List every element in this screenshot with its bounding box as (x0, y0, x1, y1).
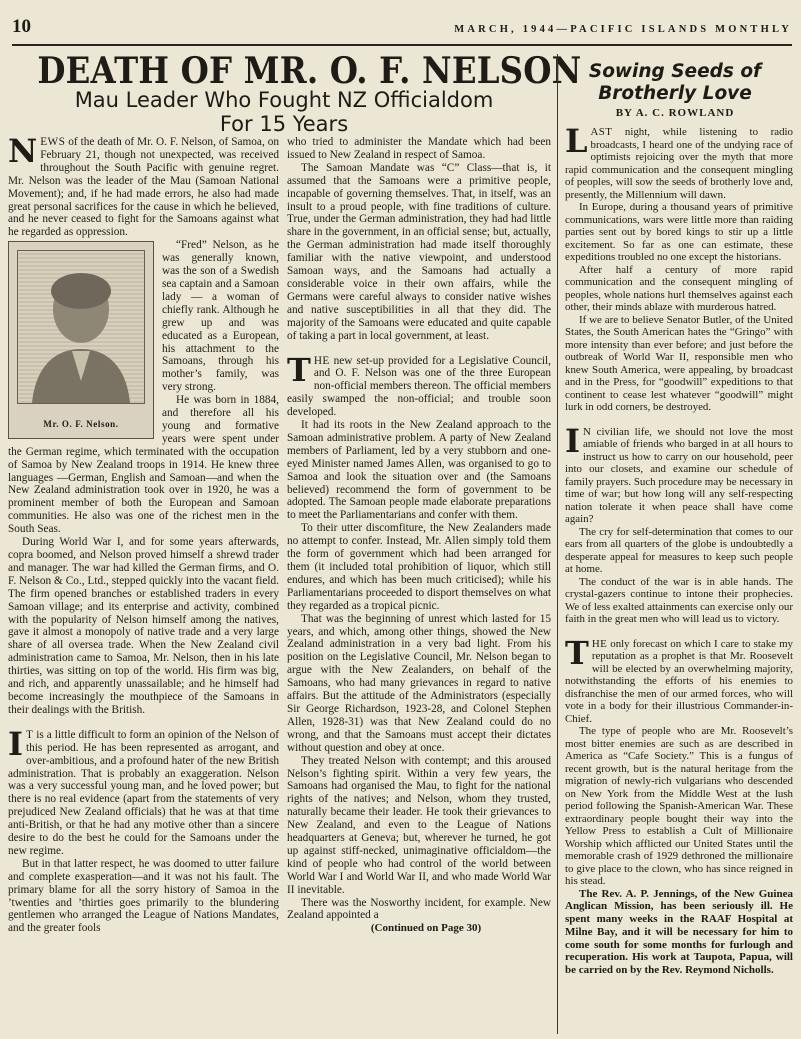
lead-in: HE (591, 637, 608, 650)
lead-in: EWS (40, 136, 66, 148)
sidebar-title (560, 61, 790, 105)
paragraph: The conduct of the war is in able hands. The crystal-gazers continue to intone their prophecies. We of less exalted attainments can exercise only our faith in the great men who will lead us to victory. (565, 575, 793, 625)
drop-cap: T (565, 633, 589, 672)
paragraph: But in that latter respect, he was doomed to utter failure and complete exasperation—and it was not his fault. The primary blame for all the sorry history of Samoa in the ’twenties and ’thirties goes primarily to the blundering gentlemen who arranged the League of Nations Mandates, and the greater fools (8, 857, 279, 935)
lead-in: T (25, 728, 34, 741)
paragraph (565, 421, 793, 526)
paragraph-text: only forecast on which I care to stake my reputation as a prophet is that Mr. Roosevelt will be elected by an overwhelming majority, notwithstanding the efforts of his enemies to disfranchise the men of our armed forces, who will vote in a body for their illustrious Commander-in-Chief. (565, 637, 793, 725)
paragraph: That was the beginning of unrest which lasted for 15 years, and which, among other things, showed the New Zealand administration in a very bad light. From his position on the Legislative Council, Mr. Nelson began to argue with the New Zealanders, on behalf of the Samoans, who had many grievances in regard to native affairs. But the attitude of the Administrators (especially Sir George Richardson, 1923-28, and Colonel Stephen Allen, 1928-31) was that New Zealand could do no wrong, and that the Samoans must accept their dictates without question and obey at once. (287, 612, 551, 754)
news-note: The Rev. A. P. Jennings, of the New Guinea Anglican Mission, has been seriously ill. He spent many weeks in the RAAF Hospital at Milne Bay, and it will be necessary for him to come south for some months for furlough and recuperation. His work at Taupota, Papua, will be carried on by the Rev. Reymond Nicholls. (565, 887, 793, 977)
paragraph-text: civilian life, we should not love the most amiable of friends who barged in at all hours to instruct us how to carry on our household, peer into our closets, and examine our schedule of family prayers. Such procedure may be necessary in time of war; but how long will any self-respecting nation tolerate it when peace shall have come again? (565, 425, 793, 525)
drop-cap: I (8, 724, 23, 763)
portrait-photo (17, 250, 145, 404)
lead-in: AST (590, 126, 613, 138)
paragraph-text: new set-up provided for a Legislative Council, and O. F. Nelson was one of the three European non-official members thereon. The official members easily swamped the non-official; and trouble soon developed. (287, 354, 551, 419)
lead-in: HE (313, 354, 330, 367)
paragraph: who tried to administer the Mandate which had been issued to New Zealand in respect of Samoa. (287, 136, 551, 161)
paragraph-text: is a little difficult to form an opinion of the Nelson of this period. He has been represented as arrogant, and over-ambitious, and a profound hater of the new British administration. That is probably an exaggeration. Nelson was a very successful young man, and he loved power; but there is no real evidence (apart from the statements of very prejudiced New Zealand officials) that he was at that time anti-British, or that he had any motive other than a sincere desire to do the best he could for the Samoans under the new regime. (8, 728, 279, 857)
paragraph: He was born in 1884, and therefore all his young and formative years were spent under the German regime, which terminated with the occupation of Samoa by New Zealand troops in 1914. He knew three languages —German, English and Samoan—and when the New Zealand administration took over in 1920, he was a prominent member of both the European and Samoan communities. He also was one of the richest men in the South Seas. (8, 394, 279, 536)
paragraph (565, 122, 793, 201)
paragraph: During World War I, and for some years afterwards, copra boomed, and Nelson proved himself a shrewd trader and manager. The war had killed the German firms, and O. F. Nelson & Co., Ltd., stepped quickly into the vacant field. The firm opened branches or established traders in every Samoan village; and its enterprise and activity, combined with the popularity of Nelson himself among the natives, gave it almost a monopoly of native trade and a very large share of all oversea trade. When the New Zealand civil administration came to Samoa, Mr. Nelson, then in his late thirties, was sitting on top of the world. His firm was big, and rich, and apparently unassailable; and he himself had become increasingly the mouthpiece of the Samoans in their dealings with the British. (8, 536, 279, 716)
lead-in: N (582, 425, 592, 438)
paragraph: If we are to believe Senator Butler, of the United States, the South American hates the “Gringo” with more intensity than ever before; and just before the outbreak of World War II, responsible men who knew South America, were appealing, by broadcast and in the Press, for “goodwill” expeditions to that continent to cease lest whatever “goodwill” might lurk in odd corners, be destroyed. (565, 313, 793, 413)
paragraph: The cry for self-determination that comes to our ears from all quarters of the globe is undoubtedly a desperate appeal for measures to keep such people at home. (565, 525, 793, 575)
paragraph (287, 350, 551, 420)
header-rule (12, 44, 792, 46)
column-rule-right (557, 54, 558, 1034)
portrait-silhouette-icon (18, 251, 144, 403)
drop-cap: L (565, 122, 588, 160)
article-column-1 (8, 132, 279, 935)
sidebar-title-line-2: Brotherly Love (598, 83, 752, 104)
paragraph (8, 724, 279, 858)
paragraph: The type of people who are Mr. Roosevelt’s most bitter enemies are such as are described in America as “Cafe Society.” This is a fungus of recent growth, but is the natural heritage from the migration of newly-rich vulgarians who descended on New York from the Middle West at the lush period following the Spanish-American War. These extraordinary people bought their way into the Yellow Press to establish a Cult of Millionaire Worship which afflicted our United States until the memorable crash of 1929 dethroned the millionaire to give place to the clown, who has since reigned in his stead. (565, 725, 793, 887)
article-deck (30, 88, 538, 136)
paragraph: There was the Nosworthy incident, for example. New Zealand appointed a (287, 896, 551, 922)
paragraph: In Europe, during a thousand years of primitive communications, wars were little more than raiding parties sent out by bored kings to stir up a little excitement. So far as one can estimate, these expeditions troubled no one except the historians. (565, 201, 793, 263)
running-head (12, 16, 792, 40)
drop-cap: T (287, 350, 311, 389)
drop-cap: N (8, 132, 38, 170)
drop-cap: I (565, 421, 580, 460)
masthead: MARCH, 1944—PACIFIC ISLANDS MONTHLY (454, 24, 792, 35)
portrait-frame (8, 241, 154, 439)
paragraph: “Fred” Nelson, as he was generally known, was the son of a Swedish sea captain and a Samoan lady — a woman of chiefly rank. Although he grew up and was educated as a European, his attachment to the Samoans, through his mother’s family, was very strong. (162, 239, 279, 394)
sidebar-title-line-1: Sowing Seeds of (588, 61, 762, 82)
paragraph: It had its roots in the New Zealand approach to the Samoan administrative problem. A party of New Zealand members of Parliament, led by a very stubborn and one-eyed Minister named James Allen, was organised to go to Samoa and look the situation over and (the Samoans believed) recommend the form of government to be adopted. The Samoan people made elaborate preparations to meet the Parliamentarians and confer with them. (287, 419, 551, 522)
sidebar-byline: BY A. C. ROWLAND (615, 107, 735, 119)
paragraph-text: of the death of Mr. O. F. Nelson, of Samoa, on February 21, though not unexpected, was received throughout the South Pacific with genuine regret. Mr. Nelson was the leader of the Mau (Samoan National Movement); and, if he had made errors, he also had made great personal sacrifices for the cause in which he believed, and he never ceased to fight for the Samoans against what he regarded as oppression. (8, 136, 279, 239)
paragraph (565, 633, 793, 726)
paragraph (8, 132, 279, 239)
article-headline: DEATH OF MR. O. F. NELSON (37, 50, 582, 92)
paragraph: After half a century of more rapid communication and the consequent mingling of peoples, whole nations hurl themselves against each other, their minds ablaze with murderous hatred. (565, 263, 793, 313)
paragraph-text: night, while listening to radio broadcasts, I heard one of the undying race of optimists rejoicing over the myth that more rapid communication and the consequent mingling of peoples, will sow the seeds of brotherly love and, presently, the Millennium will dawn. (565, 126, 793, 201)
deck-line-1: Mau Leader Who Fought NZ Officialdom (74, 88, 494, 112)
paragraph: They treated Nelson with contempt; and this aroused Nelson’s fighting spirit. Within a very few years, the Samoans had organised the Mau, to fight for the national rights of the natives; and Nelson, whom they trusted, naturally became their leader. He took their grievances to New Zealand, and even to the League of Nations headquarters at Geneva; but, wherever he turned, he got up against stiff-necked, unimaginative officialdom—the kind of people who had control of the world between World War I and World War II, and who made World War II inevitable. (287, 754, 551, 896)
sidebar-column (565, 122, 793, 977)
article-column-2 (287, 136, 551, 935)
paragraph: To their utter discomfiture, the New Zealanders made no attempt to confer. Instead, Mr. Allen simply told them the form of government which had been arranged for them (it included total prohibition of liquor, which still endures, and which has been much criticised); while his Parliamentarians proceeded to disport themselves on what they regarded as a tropical picnic. (287, 522, 551, 612)
portrait-caption: Mr. O. F. Nelson. (43, 419, 119, 430)
deck-line-2: For 15 Years (219, 112, 349, 136)
paragraph: The Samoan Mandate was “C” Class—that is, it assumed that the Samoans were a primitive people, incapable of governing themselves. That, in itself, was an insult to a proud people, with fine traditions of culture. True, under the German administration, they had had little share in the government, in an official sense; but, actually, the German administration had made itself thoroughly familiar with the native viewpoint, and understood Samoan ways, and the Samoans had actually a considerable voice in their own affairs, while the Germans were careful always to consider native wishes and native susceptibilities in all that they did. The majority of the Samoans were educated and quite capable of taking a part in local government, at least. (287, 161, 551, 342)
page-number: 10 (12, 16, 31, 37)
continued-notice: (Continued on Page 30) (370, 922, 482, 935)
